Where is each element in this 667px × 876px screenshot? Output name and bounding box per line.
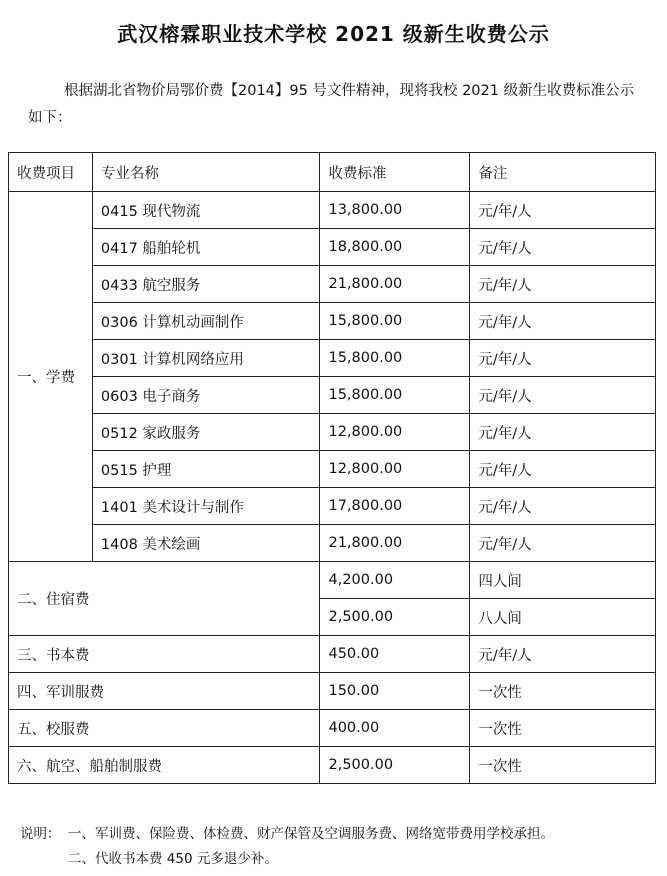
fee-note: 八人间 bbox=[470, 599, 656, 636]
header-fee: 收费标准 bbox=[320, 153, 470, 192]
category-accommodation: 二、住宿费 bbox=[9, 562, 320, 636]
notes-label: 说明： bbox=[20, 826, 61, 842]
table-row bbox=[9, 747, 656, 784]
table-row bbox=[9, 266, 656, 303]
fee-amount: 12,800.00 bbox=[320, 414, 470, 451]
table-row bbox=[9, 636, 656, 673]
header-note: 备注 bbox=[470, 153, 656, 192]
fee-amount: 12,800.00 bbox=[320, 451, 470, 488]
fee-amount: 21,800.00 bbox=[320, 525, 470, 562]
major-name: 0301 计算机网络应用 bbox=[92, 340, 320, 377]
major-name: 1401 美术设计与制作 bbox=[92, 488, 320, 525]
note-item: 一、军训费、保险费、体检费、财产保管及空调服务费、网络宽带费用学校承担。 bbox=[68, 826, 554, 842]
major-name: 0433 航空服务 bbox=[92, 266, 320, 303]
header-item: 收费项目 bbox=[9, 153, 93, 192]
table-header-row bbox=[9, 153, 656, 192]
header-major: 专业名称 bbox=[92, 153, 320, 192]
fee-note: 元/年/人 bbox=[470, 192, 656, 229]
category-tuition: 一、学费 bbox=[9, 192, 93, 562]
fee-amount: 4,200.00 bbox=[320, 562, 470, 599]
fee-amount: 15,800.00 bbox=[320, 303, 470, 340]
category-aviation-shipping-uniform: 六、航空、船舶制服费 bbox=[9, 747, 320, 784]
note-item: 二、代收书本费 450 元多退少补。 bbox=[68, 851, 278, 867]
fee-amount: 2,500.00 bbox=[320, 599, 470, 636]
note-line-1 bbox=[20, 822, 660, 847]
table-row bbox=[9, 525, 656, 562]
fee-note: 元/年/人 bbox=[470, 340, 656, 377]
table-row bbox=[9, 414, 656, 451]
table-row bbox=[9, 488, 656, 525]
fee-note: 元/年/人 bbox=[470, 229, 656, 266]
fee-amount: 18,800.00 bbox=[320, 229, 470, 266]
fee-amount: 13,800.00 bbox=[320, 192, 470, 229]
fee-note: 元/年/人 bbox=[470, 525, 656, 562]
fee-note: 元/年/人 bbox=[470, 414, 656, 451]
fee-note: 四人间 bbox=[470, 562, 656, 599]
fee-amount: 15,800.00 bbox=[320, 377, 470, 414]
major-name: 0515 护理 bbox=[92, 451, 320, 488]
fee-amount: 21,800.00 bbox=[320, 266, 470, 303]
document-title: 武汉榕霖职业技术学校 2021 级新生收费公示 bbox=[117, 22, 550, 46]
table-row bbox=[9, 192, 656, 229]
fee-amount: 400.00 bbox=[320, 710, 470, 747]
fee-note: 元/年/人 bbox=[470, 451, 656, 488]
category-school-uniform: 五、校服费 bbox=[9, 710, 320, 747]
table-row bbox=[9, 451, 656, 488]
intro-paragraph: 根据湖北省物价局鄂价费【2014】95 号文件精神，现将我校 2021 级新生收费标准公示如下： bbox=[28, 83, 635, 126]
fee-note: 一次性 bbox=[470, 710, 656, 747]
major-name: 1408 美术绘画 bbox=[92, 525, 320, 562]
note-line-2 bbox=[20, 847, 660, 872]
major-name: 0512 家政服务 bbox=[92, 414, 320, 451]
fee-amount: 17,800.00 bbox=[320, 488, 470, 525]
fee-amount: 450.00 bbox=[320, 636, 470, 673]
notes-section bbox=[20, 822, 660, 872]
category-military-uniform: 四、军训服费 bbox=[9, 673, 320, 710]
table-row bbox=[9, 229, 656, 266]
fee-note: 元/年/人 bbox=[470, 303, 656, 340]
category-books: 三、书本费 bbox=[9, 636, 320, 673]
major-name: 0415 现代物流 bbox=[92, 192, 320, 229]
fee-note: 一次性 bbox=[470, 673, 656, 710]
table-row bbox=[9, 340, 656, 377]
fee-amount: 15,800.00 bbox=[320, 340, 470, 377]
fee-amount: 2,500.00 bbox=[320, 747, 470, 784]
fee-note: 元/年/人 bbox=[470, 377, 656, 414]
major-name: 0417 船舶轮机 bbox=[92, 229, 320, 266]
major-name: 0306 计算机动画制作 bbox=[92, 303, 320, 340]
fee-note: 元/年/人 bbox=[470, 636, 656, 673]
table-row bbox=[9, 710, 656, 747]
fee-amount: 150.00 bbox=[320, 673, 470, 710]
table-row bbox=[9, 377, 656, 414]
major-name: 0603 电子商务 bbox=[92, 377, 320, 414]
fee-note: 元/年/人 bbox=[470, 488, 656, 525]
fee-table bbox=[8, 152, 656, 784]
table-row bbox=[9, 303, 656, 340]
fee-note: 元/年/人 bbox=[470, 266, 656, 303]
table-row bbox=[9, 673, 656, 710]
table-row bbox=[9, 562, 656, 599]
fee-note: 一次性 bbox=[470, 747, 656, 784]
